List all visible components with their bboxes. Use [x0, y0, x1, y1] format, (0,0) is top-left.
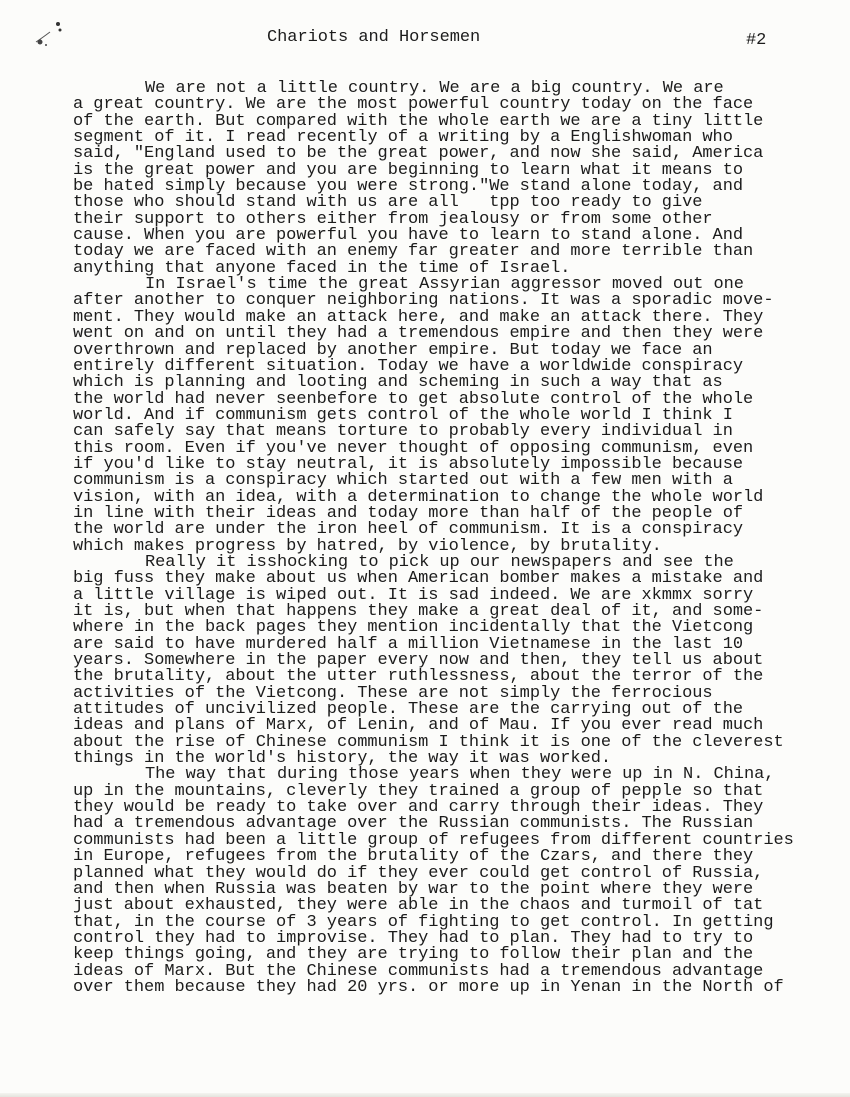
text-line: of the earth. But compared with the whole earth we are a tiny little: [73, 111, 764, 131]
text-line: activities of the Vietcong. These are not simply the ferrocious: [73, 683, 713, 703]
text-line: the brutality, about the utter ruthlessness, about the terror of the: [73, 667, 764, 687]
text-line: years. Somewhere in the paper every now and then, they tell us about: [73, 651, 764, 671]
text-line: over them because they had 20 yrs. or more up in Yenan in the North of: [73, 977, 784, 997]
text-line: attitudes of uncivilized people. These are the carrying out of the: [73, 700, 744, 720]
page-edge: [0, 1093, 850, 1097]
text-line: Really it isshocking to pick up our newspapers and see the: [145, 552, 734, 572]
text-line: today we are faced with an enemy far greater and more terrible than: [73, 242, 754, 262]
text-line: anything that anyone faced in the time of Israel.: [73, 258, 571, 278]
text-line: are said to have murdered half a million Vietnamese in the last 10: [73, 634, 744, 654]
text-line: which is planning and looting and scheming in such a way that as: [73, 373, 723, 393]
text-line: be hated simply because you were strong."We stand alone today, and: [73, 177, 744, 197]
text-line: world. And if communism gets control of the whole world I think I: [73, 405, 733, 425]
paragraph: [73, 277, 833, 555]
text-line: this room. Even if you've never thought of opposing communism, even: [73, 438, 754, 458]
text-line: the world had never seenbefore to get absolute control of the whole: [73, 389, 754, 409]
text-line: ment. They would make an attack here, and make an attack there. They: [73, 307, 764, 327]
text-line: In Israel's time the great Assyrian aggressor moved out one: [145, 275, 744, 295]
ink-smudge-mark: [30, 20, 70, 60]
text-line: things in the world's history, the way it was worked.: [73, 749, 612, 769]
text-line: their support to others either from jealousy or from some other: [73, 209, 713, 229]
text-line: about the rise of Chinese communism I think it is one of the cleverest: [73, 732, 784, 752]
text-line: which makes progress by hatred, by violence, by brutality.: [73, 536, 662, 556]
text-line: said, "England used to be the great power, and now she said, America: [73, 144, 764, 164]
text-line: in Europe, refugees from the brutality of the Czars, and there they: [73, 847, 754, 867]
paragraph: [73, 552, 833, 769]
text-line: communists had been a little group of refugees from different countries: [73, 830, 794, 850]
text-line: the world are under the iron heel of communism. It is a conspiracy: [73, 520, 744, 540]
paragraph: [73, 81, 833, 277]
text-line: had a tremendous advantage over the Russian communists. The Russian: [73, 814, 754, 834]
document-body: [73, 81, 833, 996]
text-line: control they had to improvise. They had to plan. They had to try to: [73, 928, 754, 948]
text-line: overthrown and replaced by another empire. But today we face an: [73, 340, 713, 360]
text-line: after another to conquer neighboring nations. It was a sporadic move-: [73, 291, 774, 311]
text-line: ideas and plans of Marx, of Lenin, and of Mau. If you ever read much: [73, 716, 764, 736]
text-line: up in the mountains, cleverly they trained a group of pepple so that: [73, 781, 764, 801]
text-line: a great country. We are the most powerful country today on the face: [73, 95, 754, 115]
text-line: communism is a conspiracy which started out with a few men with a: [73, 471, 733, 491]
text-line: it is, but when that happens they make a great deal of it, and some-: [73, 602, 764, 621]
text-line: if you'd like to stay neutral, it is absolutely impossible because: [73, 454, 744, 474]
text-line: is the great power and you are beginning to learn what it means to: [73, 160, 744, 180]
text-line: planned what they would do if they ever could get control of Russia,: [73, 863, 764, 883]
text-line: they would be ready to take over and carry through their ideas. They: [73, 798, 764, 818]
text-line: that, in the course of 3 years of fighting to get control. In getting: [73, 912, 774, 932]
text-line: segment of it. I read recently of a writing by a Englishwoman who: [73, 128, 733, 148]
text-line: just about exhausted, they were able in the chaos and turmoil of tat: [73, 896, 764, 916]
text-line: went on and on until they had a tremendous empire and then they were: [73, 324, 764, 344]
page-number: #2: [746, 31, 767, 50]
text-line: in line with their ideas and today more than half of the people of: [73, 503, 744, 523]
text-line: a little village is wiped out. It is sad indeed. We are xkmmx sorry: [73, 585, 754, 605]
text-line: We are not a little country. We are a big country. We are: [145, 79, 724, 98]
text-line: big fuss they make about us when American bomber makes a mistake and: [73, 569, 764, 589]
text-line: can safely say that means torture to probably every individual in: [73, 422, 733, 442]
text-line: keep things going, and they are trying to follow their plan and the: [73, 945, 754, 965]
text-line: those who should stand with us are all tpp too ready to give: [73, 193, 703, 213]
text-line: vision, with an idea, with a determination to change the whole world: [73, 487, 764, 507]
text-line: cause. When you are powerful you have to learn to stand alone. And: [73, 226, 744, 246]
text-line: and then when Russia was beaten by war to the point where they were: [73, 879, 754, 899]
text-line: entirely different situation. Today we have a worldwide conspiracy: [73, 356, 744, 376]
text-line: The way that during those years when they were up in N. China,: [145, 765, 775, 785]
text-line: ideas of Marx. But the Chinese communists had a tremendous advantage: [73, 961, 764, 981]
text-line: where in the back pages they mention incidentally that the Vietcong: [73, 618, 754, 638]
paragraph: [73, 767, 833, 996]
document-title: Chariots and Horsemen: [267, 28, 481, 47]
